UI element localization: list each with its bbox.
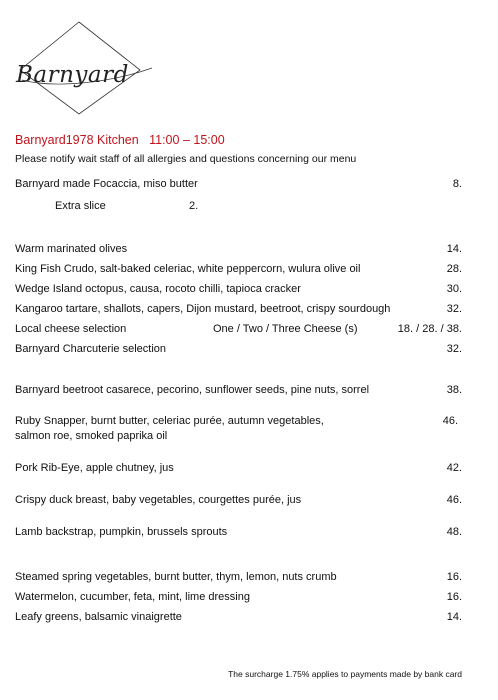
- logo-text: Barnyard: [16, 62, 129, 88]
- allergy-notice: Please notify wait staff of all allergies and questions concerning our menu: [15, 153, 357, 165]
- item-name: Pork Rib-Eye, apple chutney, jus: [15, 462, 174, 474]
- item-name: Barnyard beetroot casarece, pecorino, sunflower seeds, pine nuts, sorrel: [15, 384, 370, 396]
- item-price: 46.: [442, 415, 458, 427]
- item-price: 32.: [446, 303, 462, 315]
- item-price: 14.: [446, 243, 462, 255]
- item-price: 16.: [446, 571, 462, 583]
- barnyard-logo: [12, 18, 162, 118]
- item-name: King Fish Crudo, salt-baked celeriac, white peppercorn, wulura olive oil: [15, 263, 361, 275]
- item-price: 14.: [446, 611, 462, 623]
- item-name: Ruby Snapper, burnt butter, celeriac purée, autumn vegetables,: [15, 415, 324, 427]
- kitchen-hours-title: Barnyard1978 Kitchen 11:00 – 15:00: [15, 133, 225, 147]
- item-name: Lamb backstrap, pumpkin, brussels sprouts: [15, 526, 228, 538]
- item-name: Crispy duck breast, baby vegetables, courgettes purée, jus: [15, 494, 302, 506]
- item-name: Wedge Island octopus, causa, rocoto chilli, tapioca cracker: [15, 283, 301, 295]
- item-name: Leafy greens, balsamic vinaigrette: [15, 611, 182, 623]
- item-price: 8.: [452, 178, 462, 190]
- item-price: 28.: [446, 263, 462, 275]
- surcharge-note: The surcharge 1.75% applies to payments made by bank card: [228, 669, 462, 679]
- item-price: 42.: [446, 462, 462, 474]
- item-price: 32.: [446, 343, 462, 355]
- extra-slice-price: 2.: [189, 200, 199, 212]
- item-name: Barnyard Charcuterie selection: [15, 343, 167, 355]
- extra-slice-label: Extra slice: [55, 200, 106, 212]
- item-price: 46.: [446, 494, 462, 506]
- item-name-continued: salmon roe, smoked paprika oil: [15, 430, 168, 442]
- item-name: Kangaroo tartare, shallots, capers, Dijon mustard, beetroot, crispy sourdough: [15, 303, 391, 315]
- item-name: Barnyard made Focaccia, miso butter: [15, 178, 198, 190]
- item-price: 30.: [446, 283, 462, 295]
- item-name: Warm marinated olives: [15, 243, 128, 255]
- item-name: Watermelon, cucumber, feta, mint, lime dressing: [15, 591, 250, 603]
- item-name: Local cheese selection: [15, 323, 127, 335]
- item-price: 18. / 28. / 38.: [397, 323, 462, 335]
- item-price: 16.: [446, 591, 462, 603]
- item-name: Steamed spring vegetables, burnt butter, thym, lemon, nuts crumb: [15, 571, 337, 583]
- item-price: 48.: [446, 526, 462, 538]
- item-option: One / Two / Three Cheese (s): [213, 323, 358, 335]
- item-price: 38.: [446, 384, 462, 396]
